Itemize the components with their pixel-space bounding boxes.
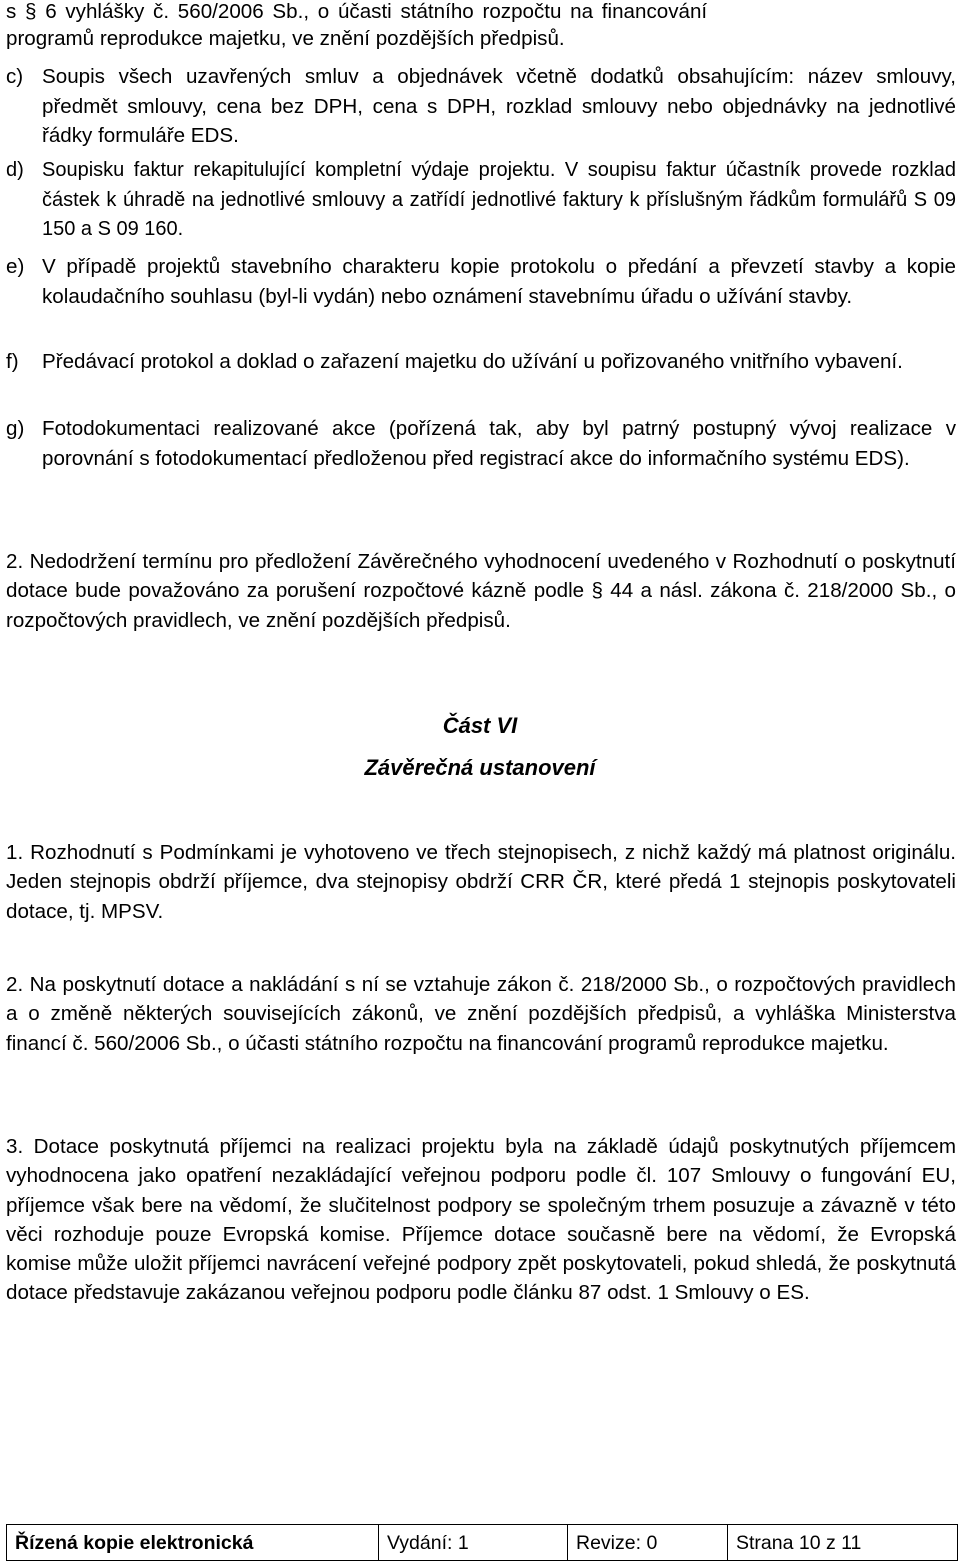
list-marker: g) <box>6 417 25 440</box>
list-item-d <box>6 156 956 245</box>
top-fragment-line-1: s § 6 vyhlášky č. 560/2006 Sb., o účasti státního rozpočtu na financování <box>6 0 708 23</box>
list-item-g <box>6 414 956 473</box>
list-marker: d) <box>6 159 24 181</box>
list-item-text: Fotodokumentaci realizované akce (pořízená tak, aby byl patrný postupný vývoj realizace v porovnání s fotodokumentací předloženou před registrací akce do informačního systému EDS). <box>42 417 956 470</box>
section-heading: Část VI <box>442 713 518 738</box>
list-marker: f) <box>6 350 19 373</box>
list-item-c <box>6 62 956 151</box>
final-paragraph-2: 2. Na poskytnutí dotace a nakládání s ní se vztahuje zákon č. 218/2000 Sb., o rozpočtových pravidlech a o změně některých souvisejících zákonů, ve znění pozdějších předpisů, a vyhláška Ministerstva financí č. 560/2006 Sb., o účasti státního rozpočtu na financování programů reprodukce majetku. <box>6 973 956 1055</box>
list-item-text: Soupis všech uzavřených smluv a objednávek včetně dodatků obsahujícím: název smlouvy, předmět smlouvy, cena bez DPH, cena s DPH, rozklad smlouvy nebo objednávky na jednotlivé řádky formuláře EDS. <box>42 65 956 148</box>
list-item-f <box>6 347 956 377</box>
footer-row <box>7 1525 958 1561</box>
final-paragraph-1: 1. Rozhodnutí s Podmínkami je vyhotoveno ve třech stejnopisech, z nichž každý má platnost originálu. Jeden stejnopis obdrží příjemce, dva stejnopisy obdrží CRR ČR, které předá 1 stejnopis poskytovateli dotace, tj. MPSV. <box>6 841 956 923</box>
paragraph-2: 2. Nedodržení termínu pro předložení Závěrečného vyhodnocení uvedeného v Rozhodnutí o poskytnutí dotace bude považováno za porušení rozpočtové kázně podle § 44 a násl. zákona č. 218/2000 Sb., o rozpočtových pravidlech, ve znění pozdějších předpisů. <box>6 550 956 632</box>
list-item-text: Soupisku faktur rekapitulující kompletní výdaje projektu. V soupisu faktur účastník provede rozklad částek k úhradě na jednotlivé smlouvy a zatřídí jednotlivé faktury k příslušným řádkům formulářů S 09 150 a S 09 160. <box>42 159 956 241</box>
section-subheading: Závěrečná ustanovení <box>364 755 596 780</box>
list-item-text: Předávací protokol a doklad o zařazení majetku do užívání u pořizovaného vnitřního vybavení. <box>42 350 903 373</box>
footer-page-number: Strana 10 z 11 <box>728 1525 958 1561</box>
top-fragment-line-2: programů reprodukce majetku, ve znění pozdějších předpisů. <box>6 27 565 50</box>
list-marker: c) <box>6 65 24 88</box>
list-marker: e) <box>6 255 25 278</box>
footer-control-copy: Řízená kopie elektronická <box>7 1525 379 1561</box>
footer-table <box>6 1524 958 1561</box>
final-paragraph-3: 3. Dotace poskytnutá příjemci na realizaci projektu byla na základě údajů poskytnutých příjemcem vyhodnocena jako opatření nezakládající veřejnou podporu podle čl. 107 Smlouvy o fungování EU, příjemce však bere na vědomí, že slučitelnost podpory se společným trhem posuzuje a závazně v této věci rozhoduje pouze Evropská komise. Příjemce dotace současně bere na vědomí, že Evropská komise může uložit příjemci navrácení veřejné podpory zpět poskytovateli, pokud shledá, že poskytnutá dotace představuje zakázanou veřejnou podporu podle článku 87 odst. 1 Smlouvy o ES. <box>6 1135 956 1305</box>
list-item-e <box>6 252 956 311</box>
list-item-text: V případě projektů stavebního charakteru kopie protokolu o předání a převzetí stavby a kopie kolaudačního souhlasu (byl-li vydán) nebo oznámení stavebnímu úřadu o užívání stavby. <box>42 255 956 308</box>
footer-edition: Vydání: 1 <box>379 1525 568 1561</box>
footer-revision: Revize: 0 <box>568 1525 728 1561</box>
